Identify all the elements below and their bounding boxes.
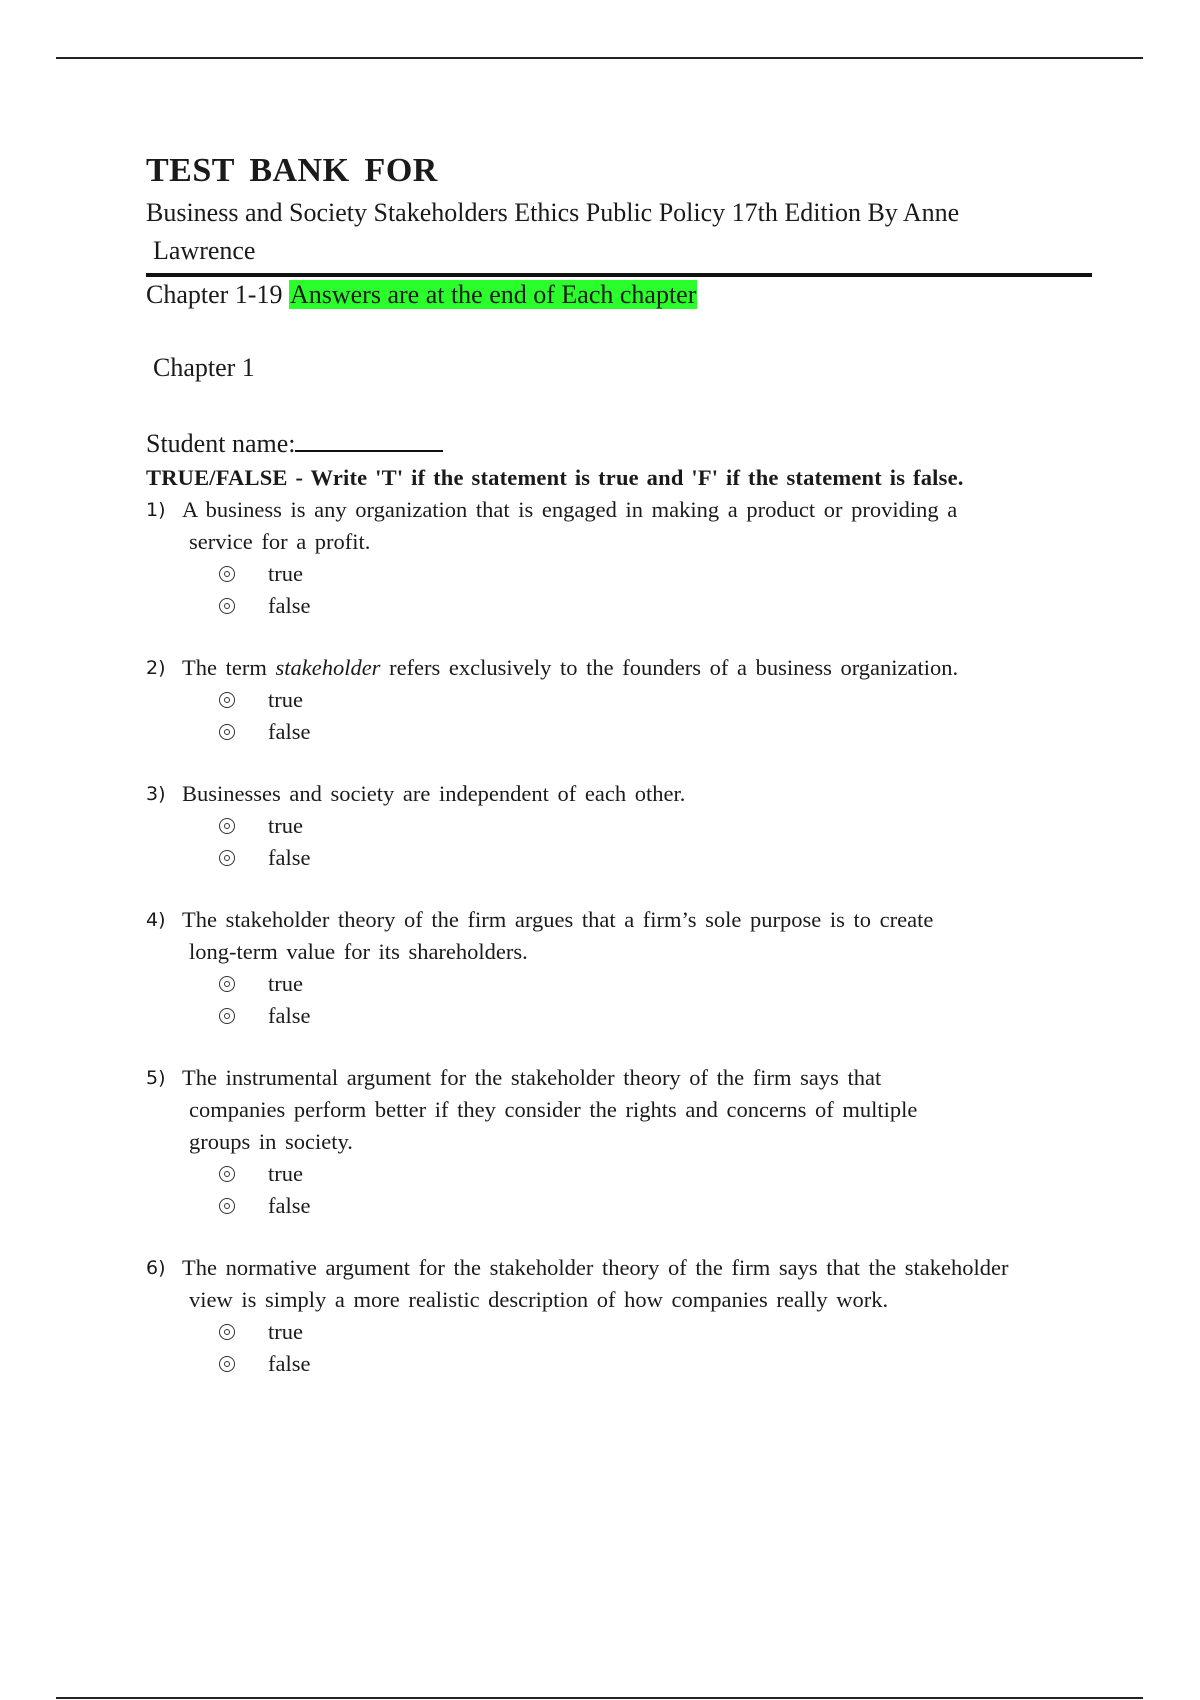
question-number: 1) [146,499,166,521]
option-label: true [268,1161,303,1186]
question-text [182,494,1096,558]
option-true[interactable] [146,810,1096,842]
student-name-row [146,424,1096,462]
chapter-range: Chapter 1-19 [146,280,283,309]
radio-icon[interactable] [219,1008,235,1024]
chapter-heading: Chapter 1 [153,353,255,382]
question-4 [146,904,1096,1032]
radio-icon[interactable] [219,692,235,708]
chapter-range-line [146,273,1092,313]
option-false[interactable] [146,842,1096,874]
question-2 [146,652,1096,748]
option-false[interactable] [146,1000,1096,1032]
question-number: 6) [146,1257,166,1279]
question-term-italic: stakeholder [275,655,381,680]
question-text-line: service for a profit. [189,529,371,554]
question-text-line: The stakeholder theory of the firm argues that a firm’s sole purpose is to create [182,907,934,932]
radio-icon[interactable] [219,1324,235,1340]
student-name-label: Student name: [146,429,296,458]
option-false[interactable] [146,590,1096,622]
radio-icon[interactable] [219,1198,235,1214]
book-title-line2: Lawrence [153,236,256,265]
question-text [182,652,1096,684]
question-text-line: A business is any organization that is engaged in making a product or providing a [182,497,958,522]
option-label: true [268,687,303,712]
option-label: true [268,1319,303,1344]
option-label: true [268,971,303,996]
bottom-rule [56,1697,1143,1699]
question-text-line: long-term value for its shareholders. [189,939,528,964]
question-number: 4) [146,909,166,931]
option-label: false [268,719,311,744]
book-title-line1: Business and Society Stakeholders Ethics Public Policy 17th Edition By Anne [146,198,960,227]
option-true[interactable] [146,1316,1096,1348]
option-label: false [268,845,311,870]
question-text [182,1062,1096,1158]
question-text-line: view is simply a more realistic description of how companies really work. [189,1287,889,1312]
answers-note-highlight: Answers are at the end of Each chapter [289,280,697,309]
question-text-line: groups in society. [189,1129,353,1154]
question-text-line: Businesses and society are independent of each other. [182,781,686,806]
question-6 [146,1252,1096,1380]
option-label: true [268,813,303,838]
option-label: true [268,561,303,586]
option-true[interactable] [146,1158,1096,1190]
question-text-part: refers exclusively to the founders of a business organization. [380,655,959,680]
top-rule [56,57,1143,59]
option-false[interactable] [146,1190,1096,1222]
question-number: 5) [146,1067,166,1089]
radio-icon[interactable] [219,566,235,582]
option-false[interactable] [146,716,1096,748]
radio-icon[interactable] [219,1356,235,1372]
page-content [146,150,1096,1380]
radio-icon[interactable] [219,598,235,614]
option-true[interactable] [146,684,1096,716]
radio-icon[interactable] [219,818,235,834]
question-number: 3) [146,783,166,805]
instructions: TRUE/FALSE - Write 'T' if the statement is true and 'F' if the statement is false. [146,465,964,490]
question-text [182,904,1096,968]
radio-icon[interactable] [219,976,235,992]
question-text [182,778,1096,810]
option-false[interactable] [146,1348,1096,1380]
question-text-part: The term [182,655,276,680]
radio-icon[interactable] [219,724,235,740]
radio-icon[interactable] [219,850,235,866]
option-label: false [268,1351,311,1376]
question-text-line: companies perform better if they consider the rights and concerns of multiple [189,1097,918,1122]
question-text-line: The instrumental argument for the stakeholder theory of the firm says that [182,1065,882,1090]
option-true[interactable] [146,968,1096,1000]
question-5 [146,1062,1096,1222]
radio-icon[interactable] [219,1166,235,1182]
book-title [146,194,1076,270]
question-text-line: The normative argument for the stakeholder theory of the firm says that the stakeholder [182,1255,1009,1280]
question-1 [146,494,1096,622]
question-text [182,1252,1096,1316]
option-label: false [268,593,311,618]
question-3 [146,778,1096,874]
option-true[interactable] [146,558,1096,590]
student-name-blank[interactable] [295,424,443,452]
page-title: TEST BANK FOR [146,152,438,189]
question-number: 2) [146,657,166,679]
option-label: false [268,1193,311,1218]
option-label: false [268,1003,311,1028]
